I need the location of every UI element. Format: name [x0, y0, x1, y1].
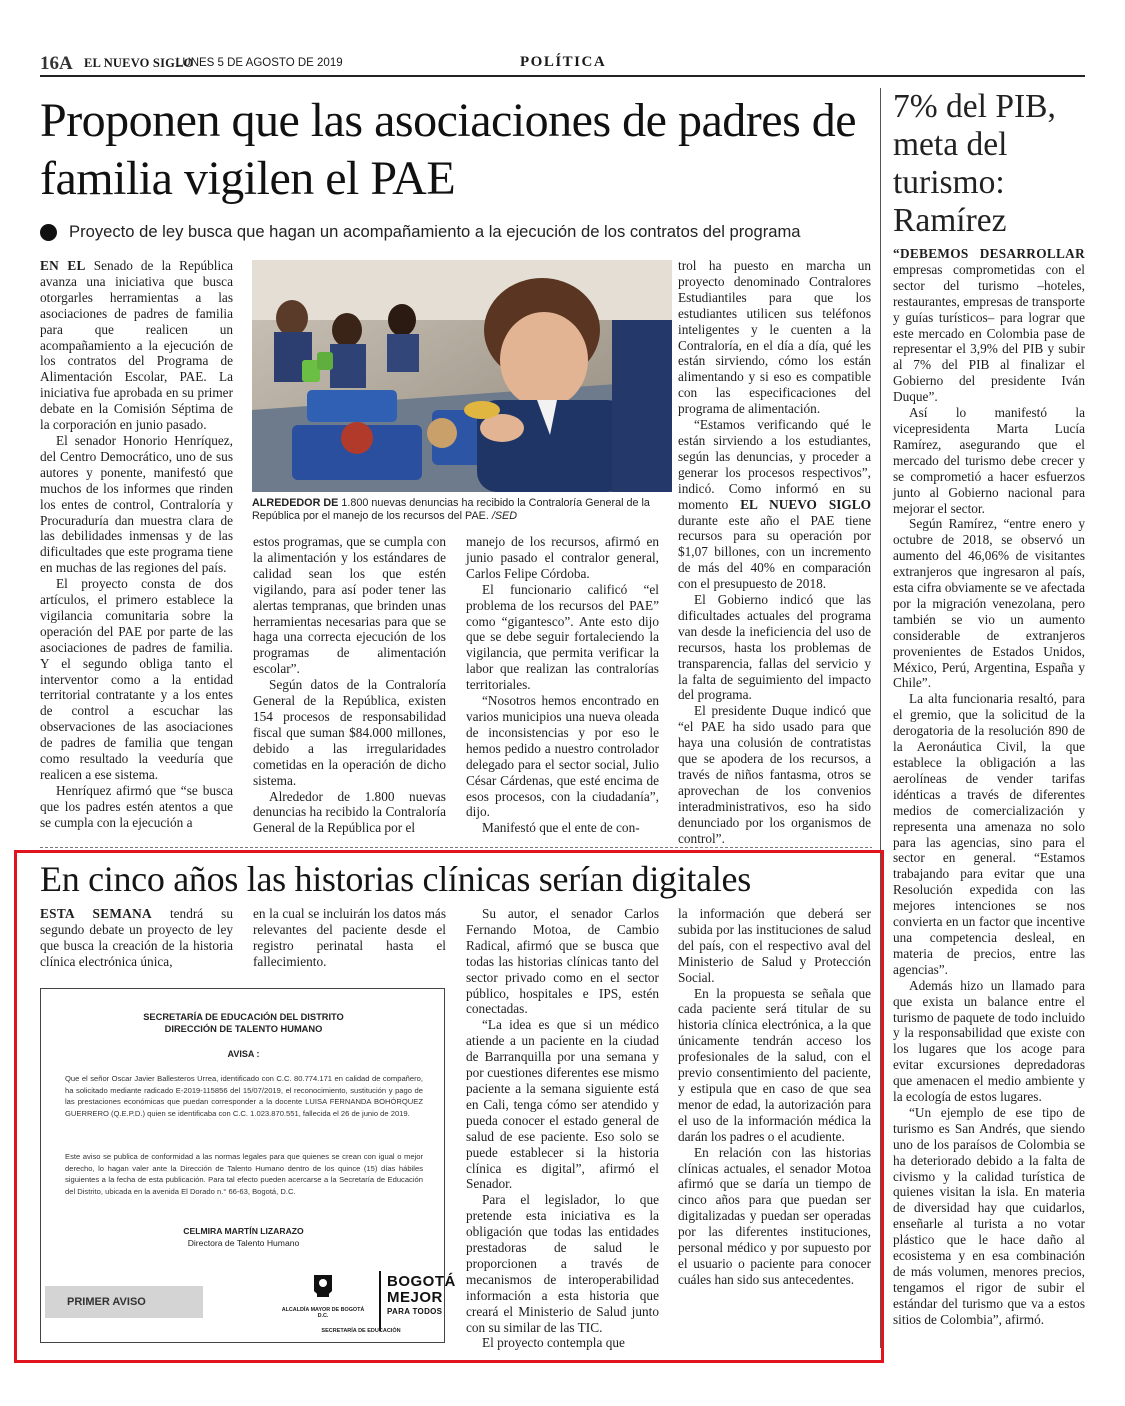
bogota-crest-icon: [284, 1271, 362, 1331]
main-col1-p1: [40, 258, 233, 433]
main-col1-p3: El proyecto consta de dos artículos, el primero establece la vigilancia comunitaria sobre la operación del PAE por parte de las asociaciones de padres de familia. Y el segundo obliga tanto el interventor como a la entidad territorial contratante y a los entes de control a escuchar las observaciones de las asociaciones de padres de familia que tengan como resultado la veeduría que realicen a ese sistema.: [40, 576, 233, 782]
issue-date: LUNES 5 DE AGOSTO DE 2019: [176, 57, 343, 69]
header-rule: [40, 75, 1085, 77]
sidebar-p6: “Un ejemplo de ese tipo de turismo es San Andrés, que siendo uno de los paraísos de Colombia se ha deteriorado debido a la falta de civismo y la calidad turística de quienes visitan la isla. En materia de diversidad hay que cuidarlos, enseñarle al turista a no votar plástico que le hace daño al ecosistema y en esa combinación de más volumen, menores precios, tengamos el rigor de subir el estándar del turismo que va a estos sitios de Colombia”, afirmó.: [893, 1104, 1085, 1327]
second-column-4: [678, 906, 871, 1288]
paragraph-text: Senado de la República avanza una iniciativa que busca otorgarles herramientas a las asociaciones de padres de familia para que realicen un acompañamiento a la ejecución de los contratos del Programa de Alimentación Escolar, PAE. La iniciativa fue aprobada en su primer debate en la Comisión Séptima de la corporación en junio pasado.: [40, 258, 233, 433]
logo-word-para-todos: PARA TODOS: [387, 1307, 443, 1316]
dotted-divider: [40, 847, 872, 848]
main-headline: Proponen que las asociaciones de padres de familia vigilen el PAE: [40, 94, 857, 205]
signer-title: Directora de Talento Humano: [187, 1238, 300, 1248]
ad-org-line2: DIRECCIÓN DE TALENTO HUMANO: [164, 1024, 323, 1034]
sidebar-headline: 7% del PIB, meta del turismo: Ramírez: [893, 88, 1056, 239]
signer-name: CELMIRA MARTÍN LIZARAZO: [183, 1226, 304, 1236]
paragraph-text: “Estamos verificando qué le están sirviendo a los estudiantes, según las denuncias, y proceder a generar los procesos respectivos”, indicó. Como informó en su momento: [678, 417, 871, 512]
main-col2-p3: Alrededor de 1.800 nuevas denuncias ha recibido la Contraloría General de la República por el: [253, 788, 446, 836]
main-column-3: [466, 534, 659, 836]
paragraph-text: empresas comprometidas con el sector del turismo –hoteles, restaurantes, empresas de transporte y guías turísticos– para lograr que este mercado en Colombia pase de representar el 3,9% del PIB y subir al 7% del PIB al finalizar el Gobierno del presidente Iván Duque”.: [893, 261, 1085, 405]
newspaper-mention: EL NUEVO SIGLO: [740, 496, 871, 512]
news-photo: [252, 260, 672, 492]
lead-in: ESTA SEMANA: [40, 906, 152, 921]
second-col4-p1: la información que deberá ser subida por las instituciones de salud del país, con el respectivo aval del Ministerio de Salud y Protección Social.: [678, 906, 871, 985]
second-col4-p2: En la propuesta se señala que cada paciente será titular de su historia clínica electrónica, a la que únicamente tendrán acceso los profesionales de la salud, con el previo consentimiento del paciente, y estipula que en caso de que sea menor de edad, la autorización para el uso de la información médica la darán los padres o el acudiente.: [678, 985, 871, 1144]
main-col4-p4: El presidente Duque indicó que “el PAE ha sido usado para que haya una colusión de contratistas que se apodera de los recursos, a través de niños fantasma, otros se aprovechan de los convenios interadministrativos, eso ha sido denunciado por los organismos de control”.: [678, 703, 871, 846]
logo-subtitle: SECRETARÍA DE EDUCACIÓN: [321, 1328, 401, 1334]
second-col1-p1: [40, 906, 233, 970]
sidebar-p4: La alta funcionaria resaltó, para el gremio, que la solicitud de la derogatoria de la resolución 890 de la Aeronáutica Civil, la que establece la obligación a las aerolíneas de vender tarifas idénticas a través de diferentes medios de comercialización y representa una amenaza no solo para las agencias, sino para el sector en general. “Estamos trabajando para evitar que una Resolución expedida con las mejores intenciones se nos convierta en un factor que incentive una competencia desleal, en materia de precios, entre las agencias”.: [893, 691, 1085, 977]
sidebar-p5: Además hizo un llamado para que exista un balance entre el turismo de paquete de todo incluido y la responsabilidad que existe con los lugares que los acoge para evitar excursiones depredadoras que amenacen el medio ambiente y la ecología de estos lugares.: [893, 977, 1085, 1105]
sidebar-p3: Según Ramírez, “entre enero y octubre de 2018, se observó un aumento del 46,06% de visitantes extranjeros que ingresaron al país, esta cifra obviamente se ve afectada por la migración venezolana, pero también se vio un aumento considerable de extranjeros provenientes de Estados Unidos, México, Perú, Argentina, España y Chile”.: [893, 516, 1085, 691]
photo-caption: [252, 497, 672, 524]
ad-avisa: AVISA :: [227, 1049, 260, 1059]
main-col2-p2: Según datos de la Contraloría General de la República, existen 154 procesos de responsabilidad fiscal que suman $84.000 millones, debido a las irregularidades cometidas en la operación de dicho sistema.: [253, 677, 446, 788]
main-col4-p2: [678, 417, 871, 592]
ad-signature: [41, 1225, 446, 1249]
subhead-row: [40, 222, 870, 242]
caption-text: 1.800 nuevas denuncias ha recibido la Contraloría General de la República por el manejo de los recursos del PAE.: [252, 497, 650, 523]
first-notice-label: PRIMER AVISO: [45, 1286, 203, 1318]
sidebar-p1: [893, 246, 1085, 405]
subhead: Proyecto de ley busca que hagan un acompañamiento a la ejecución de los contratos del programa: [69, 222, 801, 241]
logo-word-mejor: MEJOR: [387, 1289, 443, 1306]
lead-in: “DEBEMOS DESARROLLAR: [893, 246, 1085, 261]
second-headline: En cinco años las historias clínicas serían digitales: [40, 859, 751, 899]
newspaper-name: EL NUEVO SIGLO: [84, 56, 194, 70]
bullet-icon: [40, 224, 57, 241]
main-column-1: [40, 258, 233, 831]
logo-word-bogota: BOGOTÁ: [387, 1273, 456, 1290]
main-col3-p4: Manifestó que el ente de con-: [482, 820, 640, 836]
second-col3-p2: “La idea es que si un médico atiende a un paciente en la ciudad de Barranquilla por una semana y por cuestiones diferentes ese mismo paciente a la semana siguiente está en Cali, tenga cómo ser atendido y pueda conocer el estado general de salud de ese paciente. Eso solo se puede establecer si la historia clínica es digital”, afirmó el Senador.: [466, 1017, 659, 1192]
lead-in: EN EL: [40, 258, 86, 273]
paragraph-text: tendrá su segundo debate un proyecto de ley que busca la creación de la historia clínica electrónica única,: [40, 906, 234, 969]
second-col4-p3: En relación con las historias clínicas actuales, el senador Motoa afirmó que se daría un tiempo de cinco años para que puedan ser digitalizadas y puedan ser operadas por las diferentes instituciones, personal médico y por supuesto por el usuario o paciente para conocer cuáles han sido sus antecedentes.: [678, 1144, 871, 1287]
sidebar-body: [893, 246, 1085, 1328]
second-col3-p3: Para el legislador, lo que pretende esta iniciativa es la obligación que todas las entidades prestadoras de salud le proporcionen a través de mecanismos de interoperabilidad información a esta historia que creará el Ministerio de Salud junto con su similar de las TIC.: [466, 1192, 659, 1335]
school-lunch-photo: [252, 260, 672, 492]
main-col3-p1: manejo de los recursos, afirmó en junio pasado el contralor general, Carlos Felipe Córdoba.: [466, 534, 659, 581]
ad-organization: [41, 1011, 446, 1035]
section-title: POLÍTICA: [520, 54, 607, 70]
second-column-1: [40, 906, 233, 970]
ad-org-line1: SECRETARÍA DE EDUCACIÓN DEL DISTRITO: [143, 1012, 344, 1022]
page-number: 16A: [40, 53, 73, 74]
main-column-2: [253, 534, 446, 836]
second-col2-p1: en la cual se incluirán los datos más relevantes del paciente desde el registro perinatal hasta el fallecimiento.: [253, 906, 446, 969]
main-col3-p3: “Nosotros hemos encontrado en varios municipios una nueva oleada de inconsistencias y por eso le hemos pedido a nuestro controlador delegado para el sector social, Julio César Cárdenas, que esté encima de esos procesos, con la ciudadanía”, dijo.: [466, 693, 659, 820]
main-col2-p1: estos programas, que se cumpla con la alimentación y los estándares de calidad sean los que estén vigilando, para así poder tener las alertas tempranas, que brinden unas herramientas necesarias para que se haga una correcta ejecución de los programas de alimentación escolar”.: [253, 534, 446, 677]
second-col3-p1: Su autor, el senador Carlos Fernando Motoa, de Cambio Radical, afirmó que se busca que todas las historias clínicas tanto del sector privado como en el sector público, hospitales e IPS, estén conectadas.: [466, 906, 659, 1017]
main-column-4: [678, 258, 871, 847]
second-column-3: [466, 906, 659, 1351]
second-column-2: [253, 906, 446, 970]
caption-lead: ALREDEDOR DE: [252, 497, 339, 509]
sidebar-p2: Así lo manifestó la vicepresidenta Marta Lucía Ramírez, asegurando que el mercado del turismo debe crecer y se comprometió a hacer esfuerzos junto al Gobierno nacional para mejorar el sector.: [893, 405, 1085, 516]
main-col3-p2: El funcionario calificó “el problema de los recursos del PAE” como “gigantesco”. Ante esto dijo que se debe seguir fortaleciendo la vigilancia, que permita verificar la labor que realizan las contralorías territoriales.: [466, 581, 659, 693]
ad-paragraph-2: Este aviso se publica de conformidad a las normas legales para que quienes se crean con igual o mejor derecho, lo hagan valer ante la Dirección de Talento Humano dentro de los quince (15) días hábiles siguientes a la fecha de esta publicación. Para tal efecto pueden acercarse a la Secretaría de Educación del Distrito, ubicada en la avenida El Dorado n.° 66-63, Bogotá, D.C.: [65, 1152, 423, 1196]
main-col4-p3: El Gobierno indicó que las dificultades actuales del programa van desde la ineficiencia del uso de recursos, hasta los problemas de transparencia, fallas del servicio y la falta de seguimiento del impacto del programa.: [678, 592, 871, 703]
photo-credit: /SED: [488, 510, 518, 523]
paragraph-text: durante este año el PAE tiene recursos para su operación por $1,07 billones, con un incremento de más del 40% en comparación con el presupuesto de 2018.: [678, 512, 871, 592]
ad-paragraph-1: Que el señor Oscar Javier Ballesteros Urrea, identificado con C.C. 80.774.171 en calidad de compañero, ha solicitado mediante radicado E-2019-115856 del 15/07/2019, el reconocimiento, sustitución y pago de las prestaciones económicas que puedan corresponder a la docente LUISA FERNANDA BOHÓRQUEZ GUERRERO (Q.E.P.D.) quien se identificaba con C.C. 1.023.870.551, fallecida el 26 de junio de 2019.: [65, 1074, 423, 1118]
official-notice-ad: [40, 988, 456, 1343]
crest-label: ALCALDÍA MAYOR DE BOGOTÁ D.C.: [281, 1307, 365, 1320]
main-col1-p2: El senador Honorio Henríquez, del Centro Democrático, uno de sus autores y ponente, manifestó que muchos de los informes que rinden los entes de control, Contraloría y Procuraduría dan muestra clara de las debilidades inmensas y de las dificultades que este programa tiene en muchas de las regiones del país.: [40, 432, 233, 576]
main-col4-p1: trol ha puesto en marcha un proyecto denominado Contralores Estudiantiles para que los estudiantes utilicen sus teléfonos inteligentes y le cuenten a la Contraloría, en el día a día, qué les están sirviendo, cómo los están alimentando y si eso es compatible con las especificaciones del programa de alimentación.: [678, 258, 871, 417]
main-col1-p4: Henríquez afirmó que “se busca que los padres estén atentos a que se cumpla con la ejecución a: [40, 782, 233, 830]
second-col3-p4: El proyecto contempla que: [482, 1335, 625, 1351]
